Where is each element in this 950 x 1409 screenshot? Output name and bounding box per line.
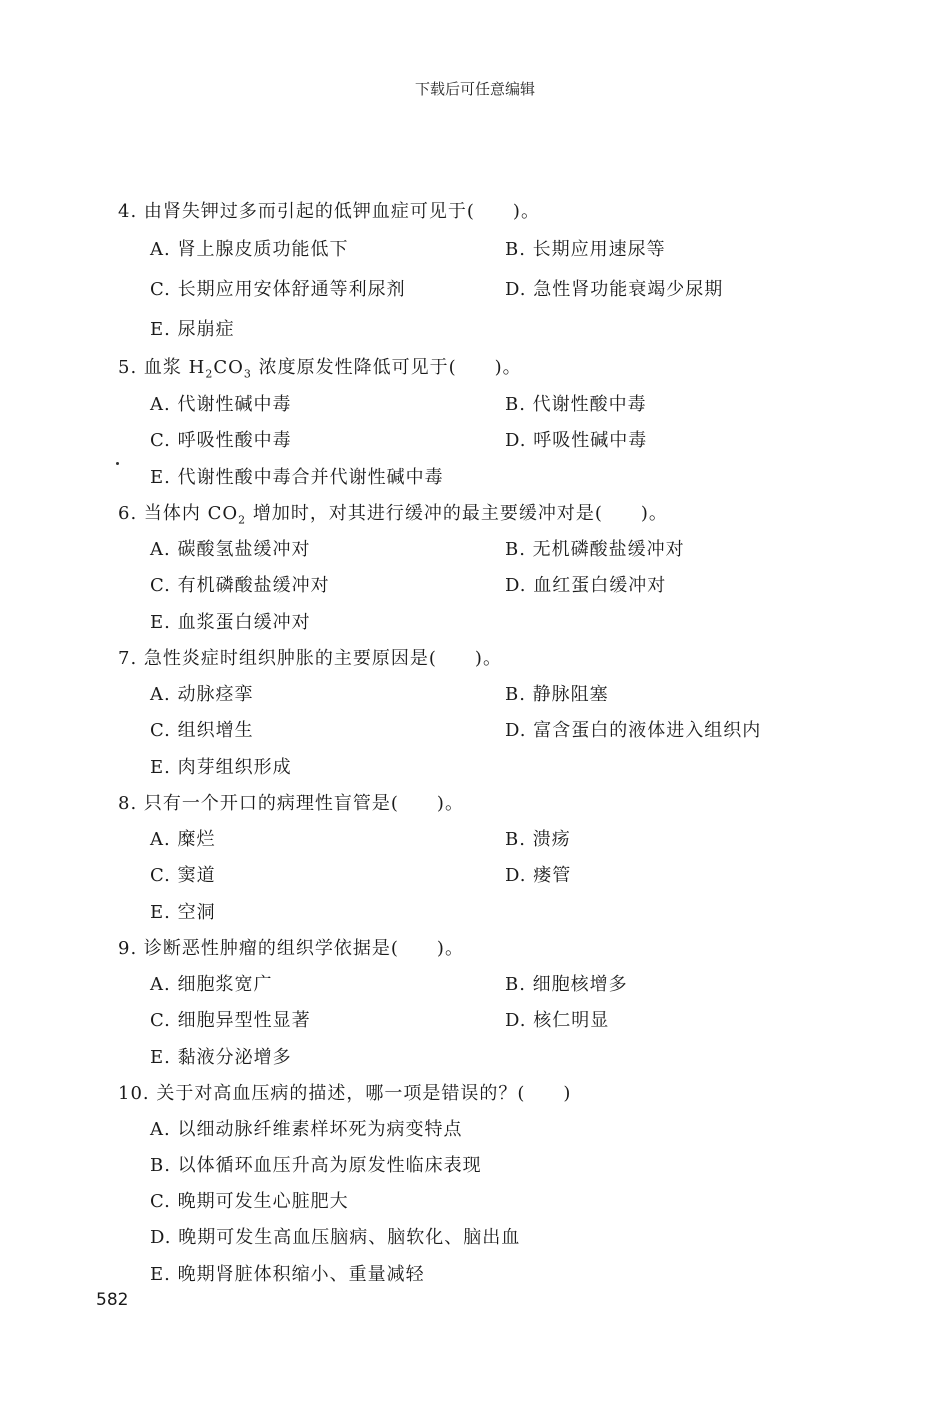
question-10-stem: 10. 关于对高血压病的描述，哪一项是错误的？( ) [118,1083,572,1104]
question-9-option-e: E. 黏液分泌增多 [150,1047,292,1068]
question-7-option-e: E. 肉芽组织形成 [150,757,292,778]
question-6-stem: 6. 当体内 $CO_2$ 增加时，对其进行缓冲的最主要缓冲对是( )。 [118,503,668,527]
question-7-option-c: C. 组织增生 [150,720,254,741]
question-5-stem: 5. 血浆 $H_2CO_3$ 浓度原发性降低可见于( )。 [118,357,522,381]
question-6-option-a: A. 碳酸氢盐缓冲对 [150,539,311,560]
question-8-option-a: A. 糜烂 [150,829,216,850]
question-7-stem: 7. 急性炎症时组织肿胀的主要原因是( )。 [118,648,502,669]
question-5-option-d: D. 呼吸性碱中毒 [505,430,648,451]
question-10-option-b: B. 以体循环血压升高为原发性临床表现 [150,1155,482,1176]
question-6-option-d: D. 血红蛋白缓冲对 [505,575,667,596]
question-10-option-e: E. 晚期肾脏体积缩小、重量减轻 [150,1264,425,1285]
question-10-option-a: A. 以细动脉纤维素样坏死为病变特点 [150,1119,463,1140]
question-5-option-c: C. 呼吸性酸中毒 [150,430,292,451]
question-9-option-c: C. 细胞异型性显著 [150,1010,311,1031]
question-4-option-b: B. 长期应用速尿等 [505,239,666,260]
question-6-option-e: E. 血浆蛋白缓冲对 [150,612,311,633]
question-4-option-a: A. 肾上腺皮质功能低下 [150,239,349,260]
scan-dot [116,462,119,465]
question-9-option-b: B. 细胞核增多 [505,974,628,995]
question-7-option-a: A. 动脉痉挛 [150,684,254,705]
question-4-option-e: E. 尿崩症 [150,319,235,340]
question-4-option-c: C. 长期应用安体舒通等利尿剂 [150,279,406,300]
page-number: 582 [96,1290,129,1310]
question-8-option-e: E. 空洞 [150,902,216,923]
question-7-option-b: B. 静脉阻塞 [505,684,609,705]
question-5-option-a: A. 代谢性碱中毒 [150,394,292,415]
question-4-stem: 4. 由肾失钾过多而引起的低钾血症可见于( )。 [118,201,540,222]
question-10-option-c: C. 晚期可发生心脏肥大 [150,1191,349,1212]
question-5-option-e: E. 代谢性酸中毒合并代谢性碱中毒 [150,467,444,488]
question-8-option-d: D. 瘘管 [505,865,572,886]
question-9-option-a: A. 细胞浆宽广 [150,974,273,995]
question-9-stem: 9. 诊断恶性肿瘤的组织学依据是( )。 [118,938,464,959]
question-8-option-b: B. 溃疡 [505,829,571,850]
question-6-option-c: C. 有机磷酸盐缓冲对 [150,575,330,596]
question-7-option-d: D. 富含蛋白的液体进入组织内 [505,720,762,741]
question-8-option-c: C. 窦道 [150,865,216,886]
question-9-option-d: D. 核仁明显 [505,1010,610,1031]
page-header: 下载后可任意编辑 [414,80,535,98]
question-6-option-b: B. 无机磷酸盐缓冲对 [505,539,685,560]
question-4-option-d: D. 急性肾功能衰竭少尿期 [505,279,724,300]
question-5-option-b: B. 代谢性酸中毒 [505,394,647,415]
question-8-stem: 8. 只有一个开口的病理性盲管是( )。 [118,793,464,814]
question-10-option-d: D. 晚期可发生高血压脑病、脑软化、脑出血 [150,1227,521,1248]
